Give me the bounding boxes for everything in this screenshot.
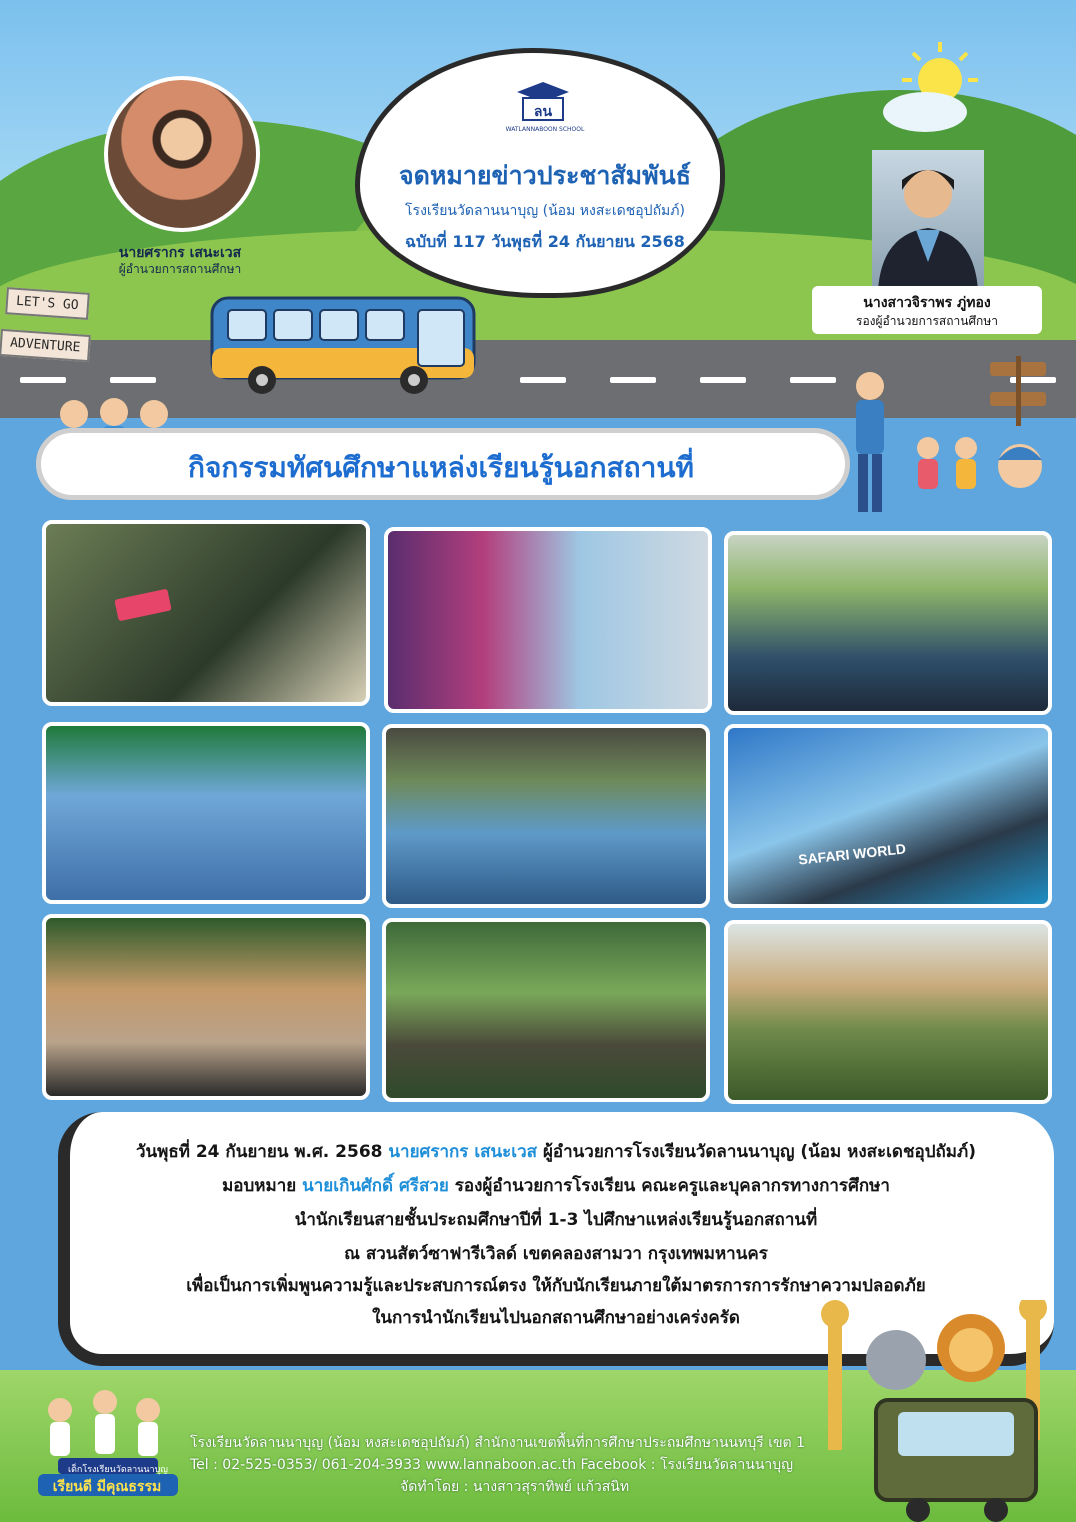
photo-students-seated-audience: [382, 724, 710, 908]
road-marking: [20, 377, 66, 383]
school-name: โรงเรียนวัดลานนาบุญ (น้อม หงสะเดชอุปถัมภ์): [405, 203, 685, 219]
director-role: ผู้อำนวยการสถานศึกษา: [118, 262, 242, 276]
photo-elephant-show: [42, 914, 370, 1100]
safari-world-sign: SAFARI WORLD: [797, 840, 907, 868]
footer-address: โรงเรียนวัดลานนาบุญ (น้อม หงสะเดชอุปถัมภ์) สำนักงานเขตพื้นที่การศึกษาประถมศึกษานนทบุรี เขต 1: [190, 1435, 806, 1451]
text-span: ผู้อำนวยการโรงเรียนวัดลานนาบุญ (น้อม หงสะเดชอุปถัมภ์): [537, 1142, 976, 1162]
footer-credit: จัดทำโดย : นางสาวสุราทิพย์ แก้วสนิท: [400, 1479, 630, 1495]
photo-students-on-bus: [384, 527, 712, 713]
photo-bus-window-cleaning: [42, 520, 370, 706]
description-line-5: เพื่อเป็นการเพิ่มพูนความรู้และประสบการณ์ตรง ให้กับนักเรียนภายใต้มาตรการการรักษาความปลอดภัย: [186, 1276, 926, 1296]
footer-contact: Tel : 02-525-0353/ 061-204-3933 www.lannaboon.ac.th Facebook : โรงเรียนวัดลานนาบุญ: [190, 1457, 794, 1473]
text-span: วันพุธที่ 24 กันยายน พ.ศ. 2568: [135, 1142, 389, 1162]
page-title: จดหมายข่าวประชาสัมพันธ์: [399, 161, 691, 190]
road-marking: [700, 377, 746, 383]
photo-storks: [382, 918, 710, 1102]
bus-illustration: [208, 292, 480, 396]
road-marking: [610, 377, 656, 383]
director-mention: นายศรากร เสนะเวส: [388, 1142, 538, 1162]
svg-text:ลน: ลน: [533, 104, 553, 120]
deputy-role: รองผู้อำนวยการสถานศึกษา: [856, 314, 998, 328]
issue-info: ฉบับที่ 117 วันพุธที่ 24 กันยายน 2568: [405, 232, 685, 251]
photo-giraffe-huts: [724, 920, 1052, 1104]
road-marking: [110, 377, 156, 383]
deputy-mention: นายเกินศักดิ์ ศรีสวย: [302, 1176, 449, 1196]
graduation-cap-icon: [517, 82, 569, 126]
sun-icon: [880, 40, 1000, 140]
photo-safari-world-dolphin-show: [724, 724, 1052, 908]
description-line-4: ณ สวนสัตว์ซาฟารีเวิลด์ เขตคลองสามวา กรุงเทพมหานคร: [344, 1244, 768, 1264]
lets-go-sign: LET'S GO: [5, 287, 89, 320]
text-span: รองผู้อำนวยการโรงเรียน คณะครูและบุคลากรทางการศึกษา: [448, 1176, 890, 1196]
text-span: มอบหมาย: [222, 1176, 303, 1196]
activity-title: กิจกรรมทัศนศึกษาแหล่งเรียนรู้นอกสถานที่: [188, 451, 694, 484]
description-line-3: นำนักเรียนสายชั้นประถมศึกษาปีที่ 1-3 ไปศึกษาแหล่งเรียนรู้นอกสถานที่: [294, 1210, 818, 1230]
description-line-2: [58, 1172, 1054, 1199]
footer-logo-top-text: เด็กโรงเรียนวัดลานนาบุญ: [68, 1465, 168, 1475]
road-marking: [790, 377, 836, 383]
safari-animals-jeep-illustration: [806, 1300, 1072, 1522]
deputy-photo: [872, 150, 984, 290]
deputy-name: นางสาวจิราพร ภู่ทอง: [863, 295, 991, 311]
director-photo: [104, 76, 260, 232]
photo-students-group-selfie: [42, 722, 370, 904]
logo-caption: WATLANNABOON SCHOOL: [505, 126, 585, 133]
road-marking: [520, 377, 566, 383]
description-line-1: [58, 1138, 1054, 1165]
school-logo: [517, 82, 569, 126]
description-line-6: ในการนำนักเรียนไปนอกสถานศึกษาอย่างเคร่งครัด: [372, 1308, 740, 1328]
footer-logo-slogan: เรียนดี มีคุณธรรม: [52, 1479, 162, 1495]
photo-show-stage: [724, 531, 1052, 715]
adventure-sign: ADVENTURE: [0, 329, 91, 362]
sponge: [114, 589, 171, 622]
teacher-kids-illustration: [840, 356, 1070, 516]
director-name: นายศรากร เสนะเวส: [118, 245, 242, 261]
